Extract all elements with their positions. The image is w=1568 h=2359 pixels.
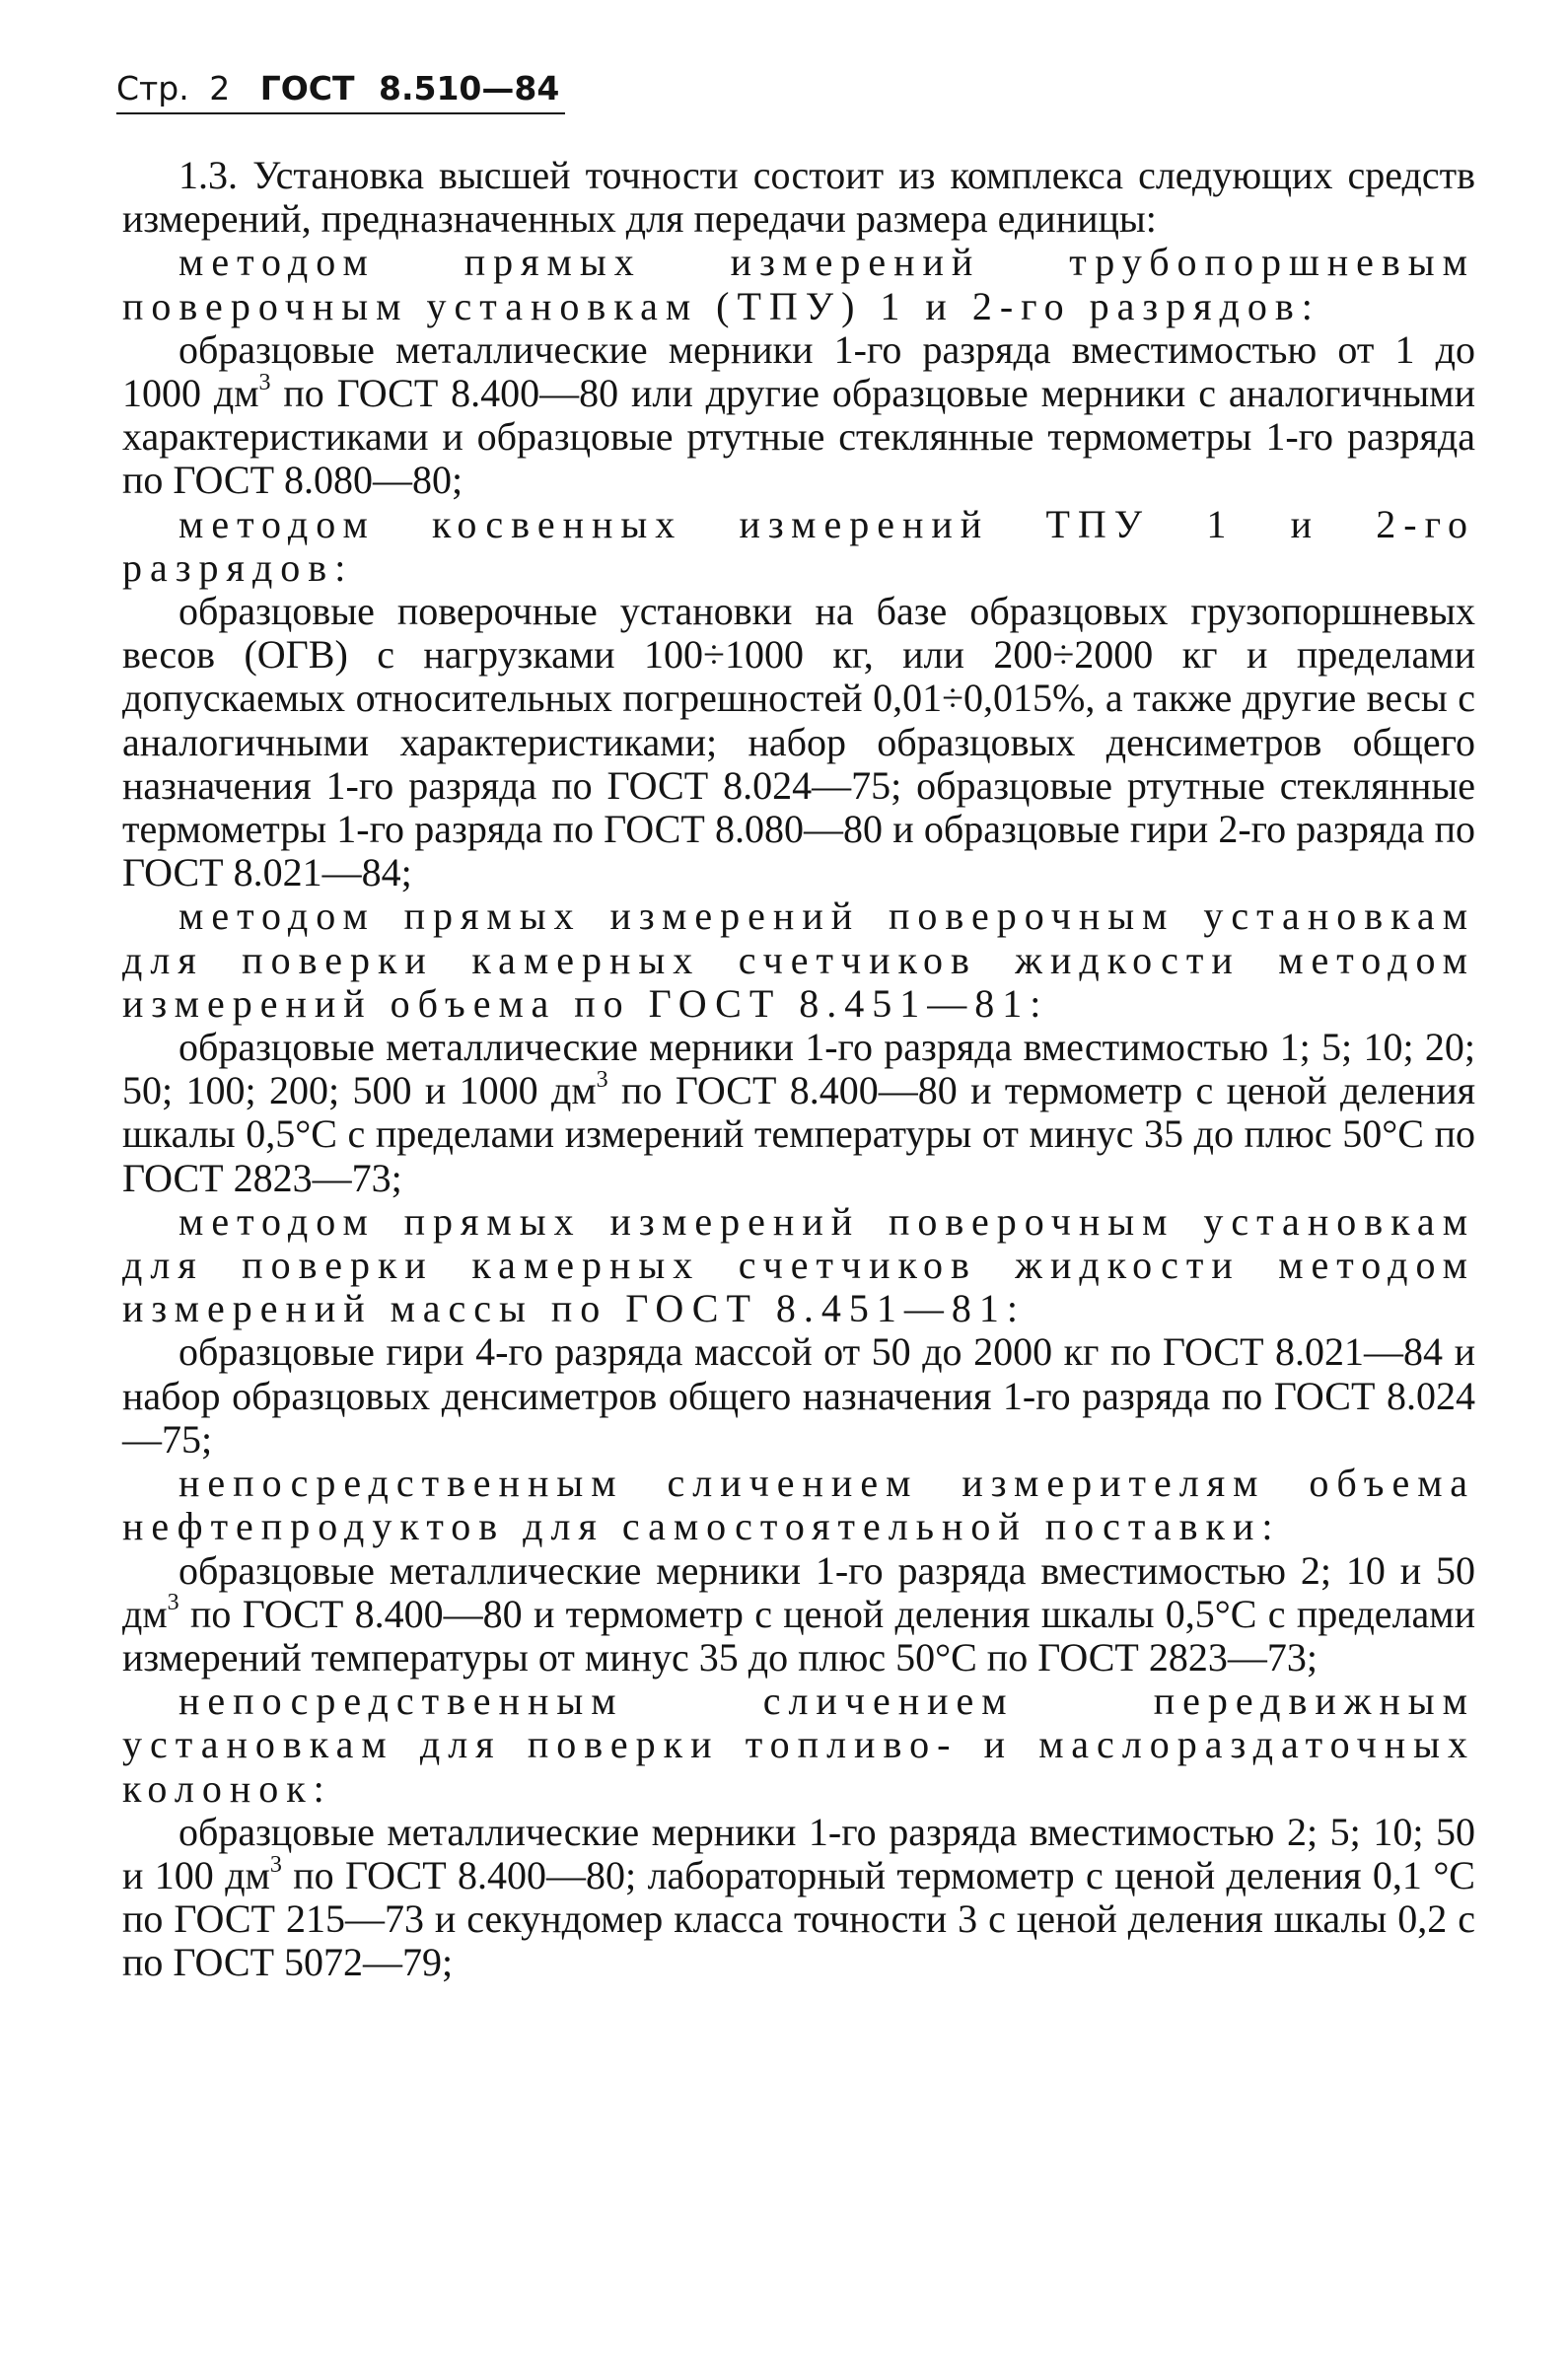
method-heading-direct-mass: методом прямых измерений поверочным установкам для поверки камерных счетчиков жидкости методом измерений массы по ГОСТ 8.451—81: [122,1198,1475,1331]
header-underline [116,112,565,114]
paragraph-direct-mass-means: образцовые гири 4-го разряда массой от 50 до 2000 кг по ГОСТ 8.021—84 и набор образцовых денсиметров общего назначения 1-го разряда по ГОСТ 8.024—75; [122,1329,1475,1462]
text-span: образцовые металлические мерники 1-го разряда вместимостью 2; 5; 10; 50 и 100 дм [122,1809,1475,1897]
text-span: образцовые металлические мерники 1-го разряда вместимостью 2; 10 и 50 дм [122,1547,1475,1636]
superscript: 3 [258,369,271,395]
text-span: образцовые металлические мерники 1-го разряда вместимостью 1; 5; 10; 20; 50; 100; 200; 500 и 1000 дм [122,1025,1475,1113]
standard-name: ГОСТ [259,69,355,107]
page-header [116,67,559,110]
paragraph-direct-volume-means [122,1026,1475,1200]
paragraph-1-3: 1.3. Установка высшей точности состоит из комплекса следующих средств измерений, предназначенных для передачи размера единицы: [122,153,1475,242]
text-span: по ГОСТ 8.400—80 и термометр с ценой деления шкалы 0,5°С с пределами измерений температуры от минус 35 до плюс 50°С по ГОСТ 2823—73; [122,1591,1475,1680]
page-label: Стр. [116,69,189,107]
method-heading-direct-tpu: методом прямых измерений трубопоршневым поверочным установкам (ТПУ) 1 и 2-го разрядов: [122,240,1475,328]
method-heading-direct-volume: методом прямых измерений поверочным установкам для поверки камерных счетчиков жидкости методом измерений объема по ГОСТ 8.451—81: [122,894,1475,1026]
paragraph-comparison-meters-means [122,1549,1475,1680]
standard-number: 8.510—84 [379,69,560,107]
superscript: 3 [269,1851,282,1878]
paragraph-comparison-mobile-means [122,1811,1475,1985]
text-span: образцовые металлические мерники 1-го разряда вместимостью от 1 до 1000 дм [122,326,1475,416]
document-body [122,154,1475,1985]
paragraph-direct-tpu-means [122,328,1475,503]
text-span: по ГОСТ 8.400—80; лабораторный термометр с ценой деления 0,1 °С по ГОСТ 215—73 и секундомер класса точности 3 с ценой деления шкалы 0,2 с по ГОСТ 5072—79; [122,1852,1475,1985]
text-span: по ГОСТ 8.400—80 и термометр с ценой деления шкалы 0,5°С с пределами измерений температуры от минус 35 до плюс 50°С по ГОСТ 2823—73; [122,1068,1475,1200]
superscript: 3 [596,1066,608,1093]
superscript: 3 [167,1590,179,1616]
page-number: 2 [209,69,231,107]
method-heading-comparison-mobile: непосредственным сличением передвижным установкам для поверки топливо- и маслораздаточных колонок: [122,1679,1475,1811]
method-heading-comparison-meters: непосредственным сличением измерителям объема нефтепродуктов для самостоятельной поставки: [122,1461,1475,1549]
text-span: по ГОСТ 8.400—80 или другие образцовые мерники с аналогичными характеристиками и образцовые ртутные стеклянные термометры 1-го разряда по ГОСТ 8.080—80; [122,371,1475,503]
method-heading-indirect-tpu: методом косвенных измерений ТПУ 1 и 2-го разрядов: [122,501,1475,590]
paragraph-indirect-tpu-means: образцовые поверочные установки на базе образцовых грузопоршневых весов (ОГВ) с нагрузками 100÷1000 кг, или 200÷2000 кг и пределами допускаемых относительных погрешностей 0,01÷0,015%, а также другие весы с аналогичными характеристиками; набор образцовых денсиметров общего назначения 1-го разряда по ГОСТ 8.024—75; образцовые ртутные стеклянные термометры 1-го разряда по ГОСТ 8.080—80 и образцовые гири 2-го разряда по ГОСТ 8.021—84; [122,589,1475,895]
